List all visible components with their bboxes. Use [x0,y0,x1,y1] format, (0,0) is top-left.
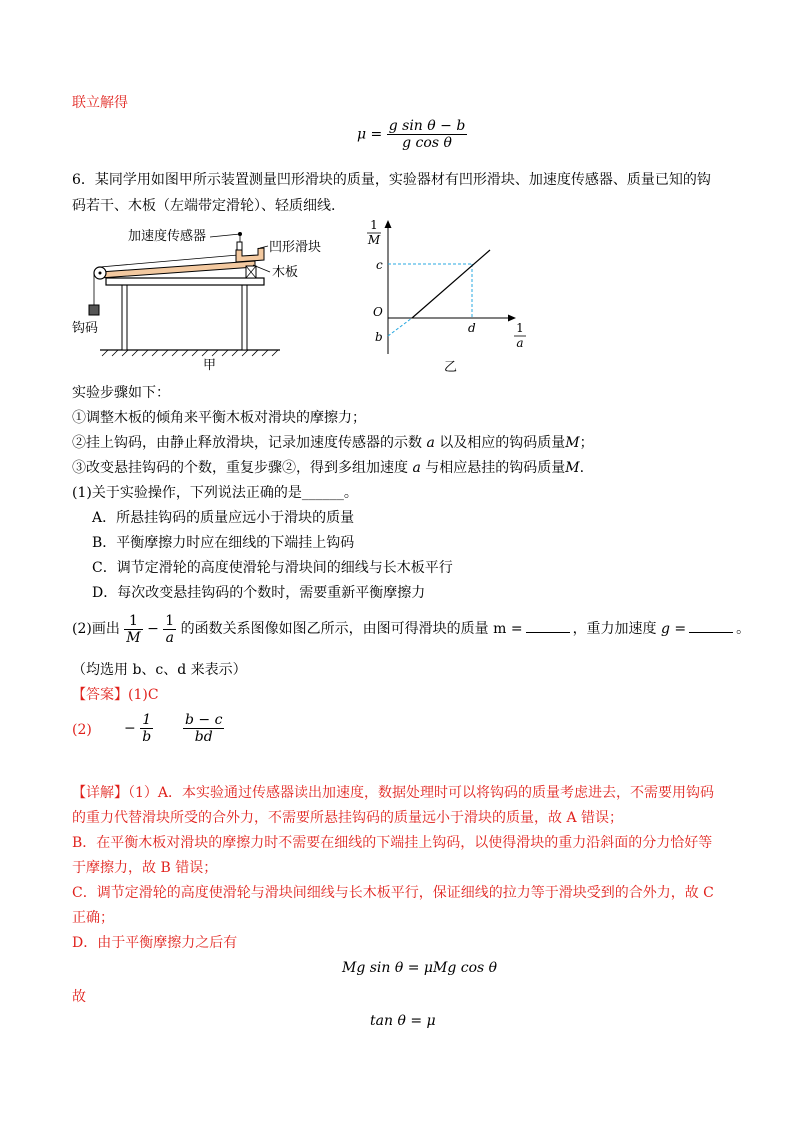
step-3: ③改变悬挂钩码的个数，重复步骤②，得到多组加速度 a 与相应悬挂的钩码质量M. [72,460,585,476]
dash-extension-b [388,318,412,336]
detail-line-8: 故 [72,989,86,1005]
detail-line-3: B．在平衡木板对滑块的摩擦力时不需要在细线的下端挂上钩码，以使得滑块的重力沿斜面的分力恰好等 [72,835,713,851]
y-axis-label-num: 1 [370,218,378,232]
part1-option-c: C．调节定滑轮的高度使滑轮与滑块间的细线与长木板平行 [92,560,453,576]
x-axis-label-num: 1 [516,321,524,335]
detail-equation-2: tan θ = μ [370,1013,436,1029]
caption-figure-a: 甲 [203,358,217,372]
formula-mu-lhs: μ = [357,126,383,143]
question-line-2: 码若干、木板（左端带定滑轮）、轻质细线. [72,198,336,214]
formula-mu-denominator: g cos θ [402,135,452,151]
part2-fraction-1-over-m: $\frac{1}{M}$ [126,612,141,646]
label-sensor: 加速度传感器 [128,229,207,244]
y-axis-arrow-icon [385,220,392,228]
part1-stem: (1)关于实验操作，下列说法正确的是______。 [72,485,358,501]
board [100,261,255,278]
answer-line-1 [72,685,159,705]
steps-title: 实验步骤如下： [72,385,170,401]
part2-fraction-1-over-a: $\frac{1}{a}$ [165,612,175,646]
formula-mu-numerator: g sin θ − b [388,118,466,134]
label-board: 木板 [272,265,299,280]
answer-part1: (1)C [128,687,159,703]
answer-part2-label: (2) [72,722,92,738]
caption-figure-b: 乙 [444,360,458,374]
answer-blank-mass [526,618,570,633]
detail-line-7: D．由于平衡摩擦力之后有 [72,935,238,951]
table-top [106,278,264,285]
answer-part2-g: $\frac{b - c}{bd}$ [185,712,223,745]
label-c: c [376,258,383,272]
part1-option-a: A．所悬挂钩码的质量应远小于滑块的质量 [92,510,355,526]
formula-mu [357,118,467,151]
part1-option-b: B．平衡摩擦力时应在细线的下端挂上钩码 [92,535,355,551]
figure-graph [360,214,540,374]
table-leg-right [242,285,247,350]
detail-line-5: C．调节定滑轮的高度使滑轮与滑块间细线与长木板平行，保证细线的拉力等于滑块受到的合外力，故 C [72,885,714,901]
detail-line-4: 于摩擦力，故 B 错误； [72,860,218,876]
detail-line-2: 的重力代替滑块所受的合外力，不需要所悬挂钩码的质量远小于滑块的质量，故 A 错误； [72,810,624,826]
answer-blank-g [689,618,733,633]
series-line [412,250,490,318]
detail-equation-1: Mg sin θ = μMg cos θ [342,960,498,976]
table-leg-left [122,285,127,350]
x-axis-label-den: a [516,336,524,350]
detail-line-1: 【详解】（1）A．本实验通过传感器读出加速度，数据处理时可以将钩码的质量考虑进去，不需要用钩码 [72,785,715,801]
label-block: 凹形滑块 [269,240,322,255]
figure-apparatus [70,222,340,372]
part1-option-d: D．每次改变悬挂钩码的个数时，需要重新平衡摩擦力 [92,585,426,601]
label-d: d [468,321,476,335]
label-b: b [375,330,383,344]
ground-hatch [102,350,278,356]
step-1: ①调整木板的倾角来平衡木板对滑块的摩擦力； [72,410,366,426]
sensor-icon [237,242,242,250]
answer-label: 【答案】 [72,687,128,703]
detail-line-6: 正确； [72,910,114,926]
x-axis-arrow-icon [508,315,516,322]
intro-heading: 联立解得 [72,95,128,111]
formula-mu-fraction [387,118,468,151]
question-line-1: 6．某同学用如图甲所示装置测量凹形滑块的质量，实验器材有凹形滑块、加速度传感器、质量已知的钩 [72,172,711,188]
hanging-weight [89,305,99,315]
part2-note: （均选用 b、c、d 来表示） [72,662,247,678]
label-o: O [373,305,383,319]
answer-part2-mass: − $\frac{1}{b}$ [124,712,152,745]
part2-stem: (2)画出 $\frac{1}{M}$ − $\frac{1}{a}$ 的函数关系图像如图乙所示，由图可得滑块的质量 m = ，重力加速度 g = 。 [72,612,751,646]
detail-label: 【详解】 [72,785,128,801]
y-axis-label-den: M [367,233,381,247]
label-weight: 钩码 [72,321,99,336]
step-2: ②挂上钩码，由静止释放滑块，记录加速度传感器的示数 a 以及相应的钩码质量M； [72,435,594,451]
